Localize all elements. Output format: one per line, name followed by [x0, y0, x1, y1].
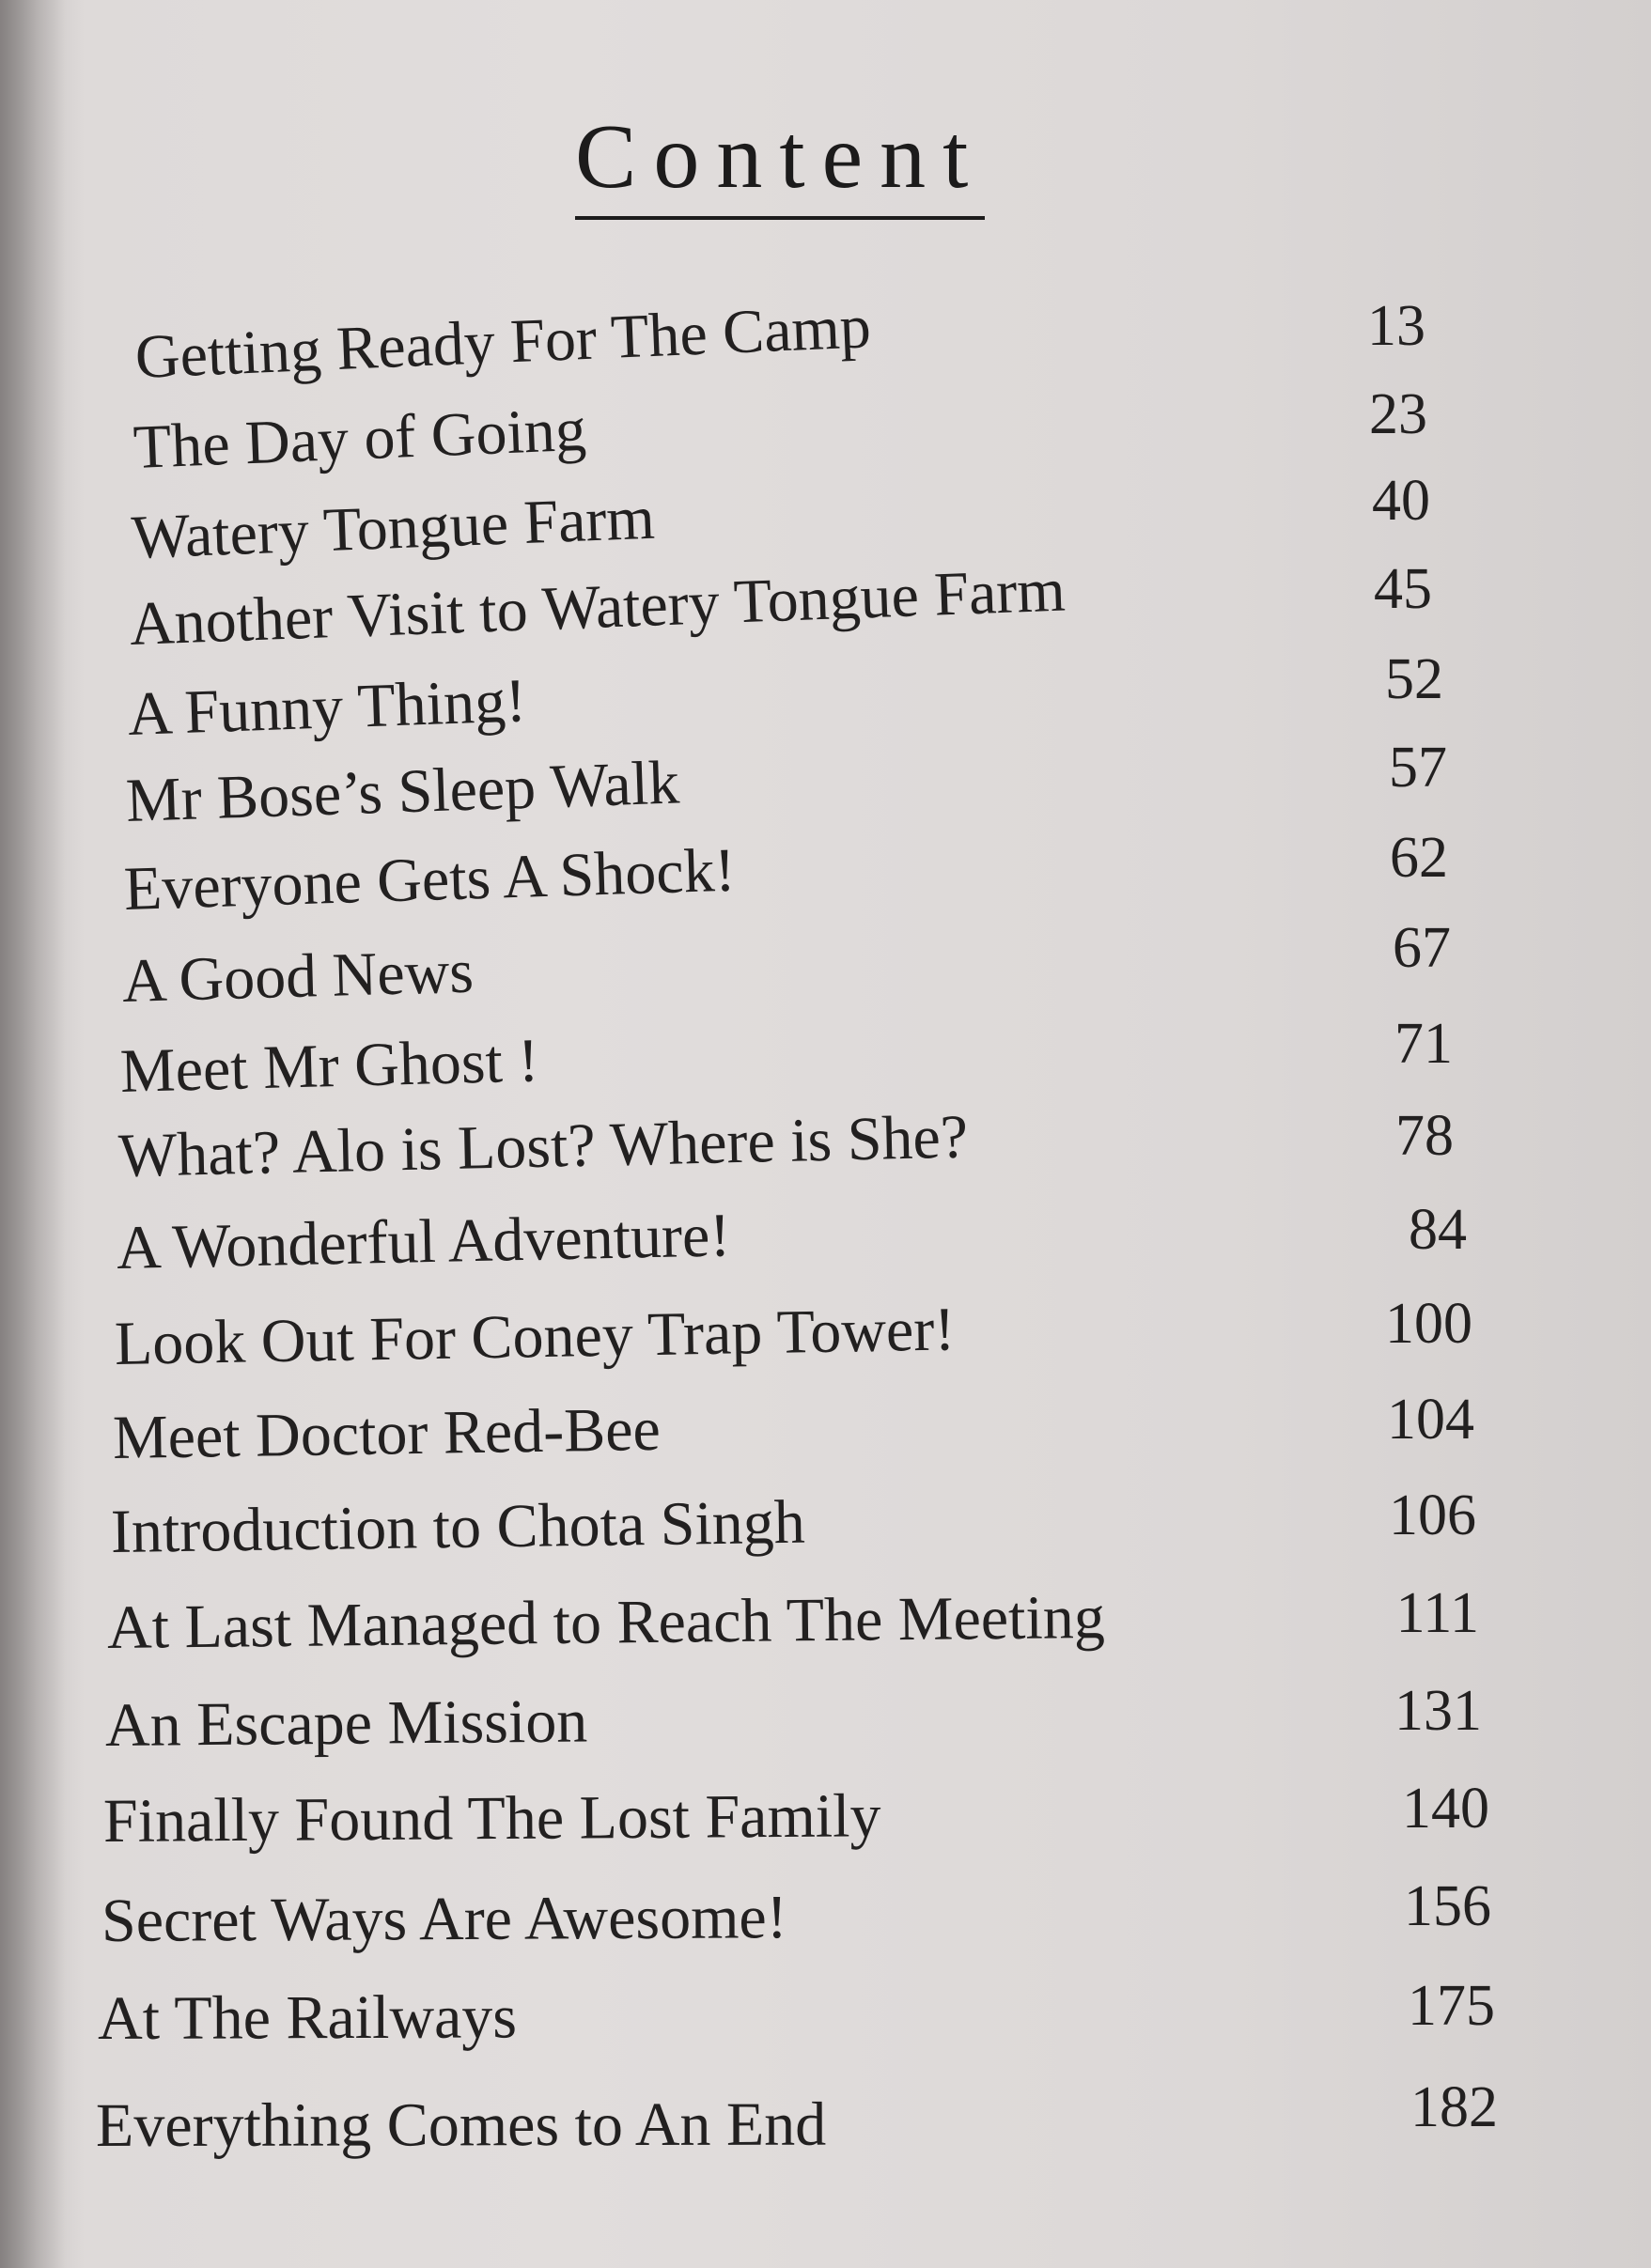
chapter-title: Meet Mr Ghost ! [119, 1026, 540, 1106]
chapter-page-number: 175 [1408, 1974, 1495, 2038]
chapter-title: The Day of Going [132, 395, 588, 482]
chapter-title: At Last Managed to Reach The Meeting [106, 1582, 1106, 1662]
chapter-page-number: 182 [1410, 2075, 1498, 2139]
chapter-page-number: 67 [1393, 916, 1451, 980]
chapter-page-number: 45 [1374, 557, 1432, 621]
chapter-page-number: 57 [1389, 736, 1447, 800]
chapter-title: Look Out For Coney Trap Tower! [114, 1295, 956, 1378]
chapter-page-number: 23 [1369, 382, 1427, 446]
chapter-title: Secret Ways Are Awesome! [101, 1883, 787, 1955]
chapter-page-number: 62 [1390, 826, 1448, 890]
chapter-title: A Good News [120, 937, 475, 1016]
chapter-page-number: 71 [1394, 1012, 1453, 1076]
chapter-page-number: 104 [1387, 1388, 1474, 1452]
chapter-page-number: 78 [1395, 1104, 1454, 1168]
chapter-title: Meet Doctor Red-Bee [112, 1394, 662, 1472]
chapter-page-number: 156 [1404, 1874, 1491, 1938]
chapter-title: Everything Comes to An End [95, 2089, 827, 2160]
chapter-page-number: 100 [1385, 1292, 1472, 1356]
chapter-title: A Wonderful Adventure! [116, 1201, 731, 1282]
page-title: Content [575, 111, 985, 220]
chapter-title: Watery Tongue Farm [130, 483, 657, 572]
chapter-page-number: 131 [1394, 1679, 1482, 1743]
chapter-title: Finally Found The Lost Family [102, 1781, 881, 1856]
chapter-title: A Funny Thing! [126, 666, 528, 749]
chapter-page-number: 84 [1409, 1198, 1467, 1262]
chapter-title: Mr Bose’s Sleep Walk [124, 748, 681, 835]
chapter-page-number: 140 [1402, 1777, 1489, 1841]
chapter-title: Introduction to Chota Singh [110, 1487, 806, 1566]
chapter-title: What? Alo is Lost? Where is She? [117, 1102, 969, 1190]
chapter-title: Another Visit to Watery Tongue Farm [128, 555, 1067, 659]
chapter-page-number: 13 [1367, 294, 1425, 358]
chapter-title: Getting Ready For The Camp [133, 292, 873, 392]
chapter-title: Everyone Gets A Shock! [122, 835, 737, 924]
chapter-page-number: 106 [1389, 1484, 1476, 1547]
chapter-page-number: 52 [1385, 647, 1443, 711]
chapter-title: An Escape Mission [104, 1686, 588, 1760]
chapter-page-number: 40 [1372, 469, 1430, 533]
chapter-page-number: 111 [1395, 1581, 1479, 1645]
chapter-title: At The Railways [97, 1982, 518, 2053]
